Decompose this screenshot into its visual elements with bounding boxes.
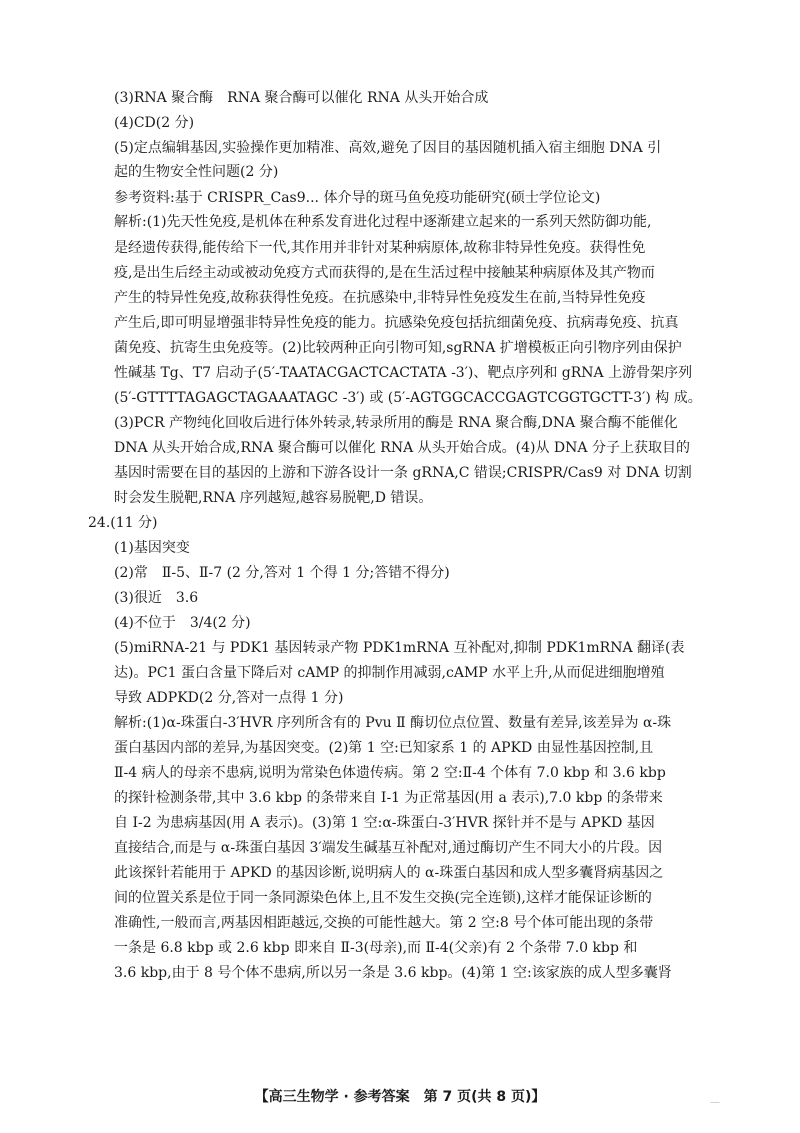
answer-line: 起的生物安全性问题(2 分) bbox=[114, 164, 279, 180]
analysis-line: 直接结合,而是与 α-珠蛋白基因 3′端发生碱基互补配对,通过酶切产生不同大小的片段。因 bbox=[114, 840, 663, 856]
analysis-line: 基因时需要在目的基因的上游和下游各设计一条 gRNA,C 错误;CRISPR/Cas9 对 DNA 切割 bbox=[114, 465, 692, 481]
answer-line: (2)常 Ⅱ-5、Ⅱ-7 (2 分,答对 1 个得 1 分;答错不得分) bbox=[114, 565, 450, 581]
analysis-line: 此该探针若能用于 APKD 的基因诊断,说明病人的 α-珠蛋白基因和成人型多囊肾病基因之 bbox=[114, 865, 664, 881]
answer-line: (5)miRNA-21 与 PDK1 基因转录产物 PDK1mRNA 互补配对,抑制 PDK1mRNA 翻译(表 bbox=[114, 640, 685, 656]
analysis-line: 蛋白基因内部的差异,为基因突变。(2)第 1 空:已知家系 1 的 APKD 由显性基因控制,且 bbox=[114, 740, 654, 756]
analysis-line: 产生的特异性免疫,故称获得性免疫。在抗感染中,非特异性免疫发生在前,当特异性免疫 bbox=[114, 290, 646, 306]
analysis-line: DNA 从头开始合成,RNA 聚合酶可以催化 RNA 从头开始合成。(4)从 DNA 分子上获取目的 bbox=[114, 440, 690, 456]
answer-line: (3)很近 3.6 bbox=[114, 590, 199, 606]
analysis-line: 是经遗传获得,能传给下一代,其作用并非针对某种病原体,故称非特异性免疫。获得性免 bbox=[114, 240, 646, 256]
question-number: 24.(11 分) bbox=[88, 515, 158, 531]
analysis-line: 的探针检测条带,其中 3.6 kbp 的条带来自 Ⅰ-1 为正常基因(用 a 表示),7.0 kbp 的条带来 bbox=[114, 790, 663, 806]
analysis-line: (3)PCR 产物纯化回收后进行体外转录,转录所用的酶是 RNA 聚合酶,DNA 聚合酶不能催化 bbox=[114, 415, 678, 431]
answer-line: 导致 ADPKD(2 分,答对一点得 1 分) bbox=[114, 690, 344, 706]
analysis-line: 间的位置关系是位于同一条同源染色体上,且不发生交换(完全连锁),这样才能保证诊断的 bbox=[114, 890, 652, 906]
analysis-line: 自 Ⅰ-2 为患病基因(用 A 表示)。(3)第 1 空:α-珠蛋白-3′HVR 探针并不是与 APKD 基因 bbox=[114, 815, 655, 831]
analysis-line: 解析:(1)α-珠蛋白-3′HVR 序列所含有的 Pvu Ⅱ 酶切位点位置、数量有差异,该差异为 α-珠 bbox=[114, 715, 672, 731]
answer-line: (3)RNA 聚合酶 RNA 聚合酶可以催化 RNA 从头开始合成 bbox=[114, 90, 489, 106]
answer-line: (1)基因突变 bbox=[114, 540, 190, 556]
analysis-line: 性碱基 Tg、T7 启动子(5′-TAATACGACTCACTATA -3′)、靶点序列和 gRNA 上游骨架序列 bbox=[114, 365, 693, 381]
analysis-line: 一条是 6.8 kbp 或 2.6 kbp 即来自 Ⅱ-3(母亲),而 Ⅱ-4(父亲)有 2 个条带 7.0 kbp 和 bbox=[114, 940, 638, 956]
corner-mark: — bbox=[710, 1097, 720, 1108]
reference-line: 参考资料:基于 CRISPR_Cas9... 体介导的斑马鱼免疫功能研究(硕士学位论文) bbox=[114, 190, 601, 206]
page-footer: 【高三生物学 · 参考答案 第 7 页(共 8 页)】 bbox=[254, 1089, 546, 1105]
answer-line: 达)。PC1 蛋白含量下降后对 cAMP 的抑制作用减弱,cAMP 水平上升,从而促进细胞增殖 bbox=[114, 665, 665, 681]
answer-line: (4)CD(2 分) bbox=[114, 115, 195, 131]
analysis-line: (5′-GTTTTAGAGCTAGAAATAGC -3′) 或 (5′-AGTGGCACCGAGTCGGTGCTT-3′) 构 成。 bbox=[114, 390, 702, 406]
analysis-line: 菌免疫、抗寄生虫免疫等。(2)比较两种正向引物可知,sgRNA 扩增模板正向引物序列由保护 bbox=[114, 340, 682, 356]
answer-line: (4)不位于 3/4(2 分) bbox=[114, 615, 251, 631]
analysis-line: 准确性,一般而言,两基因相距越远,交换的可能性越大。第 2 空:8 号个体可能出现的条带 bbox=[114, 915, 654, 931]
analysis-line: 疫,是出生后经主动或被动免疫方式而获得的,是在生活过程中接触某种病原体及其产物而 bbox=[114, 265, 655, 281]
analysis-line: 3.6 kbp,由于 8 号个体不患病,所以另一条是 3.6 kbp。(4)第 1 空:该家族的成人型多囊肾 bbox=[114, 965, 672, 981]
answer-line: (5)定点编辑基因,实验操作更加精准、高效,避免了因目的基因随机插入宿主细胞 DNA 引 bbox=[114, 140, 662, 156]
analysis-line: 解析:(1)先天性免疫,是机体在种系发育进化过程中逐渐建立起来的一系列天然防御功能, bbox=[114, 214, 652, 230]
analysis-line: 时会发生脱靶,RNA 序列越短,越容易脱靶,D 错误。 bbox=[114, 490, 433, 506]
analysis-line: Ⅱ-4 病人的母亲不患病,说明为常染色体遗传病。第 2 空:Ⅱ-4 个体有 7.0 kbp 和 3.6 kbp bbox=[114, 765, 666, 781]
analysis-line: 产生后,即可明显增强非特异性免疫的能力。抗感染免疫包括抗细菌免疫、抗病毒免疫、抗真 bbox=[114, 315, 679, 331]
